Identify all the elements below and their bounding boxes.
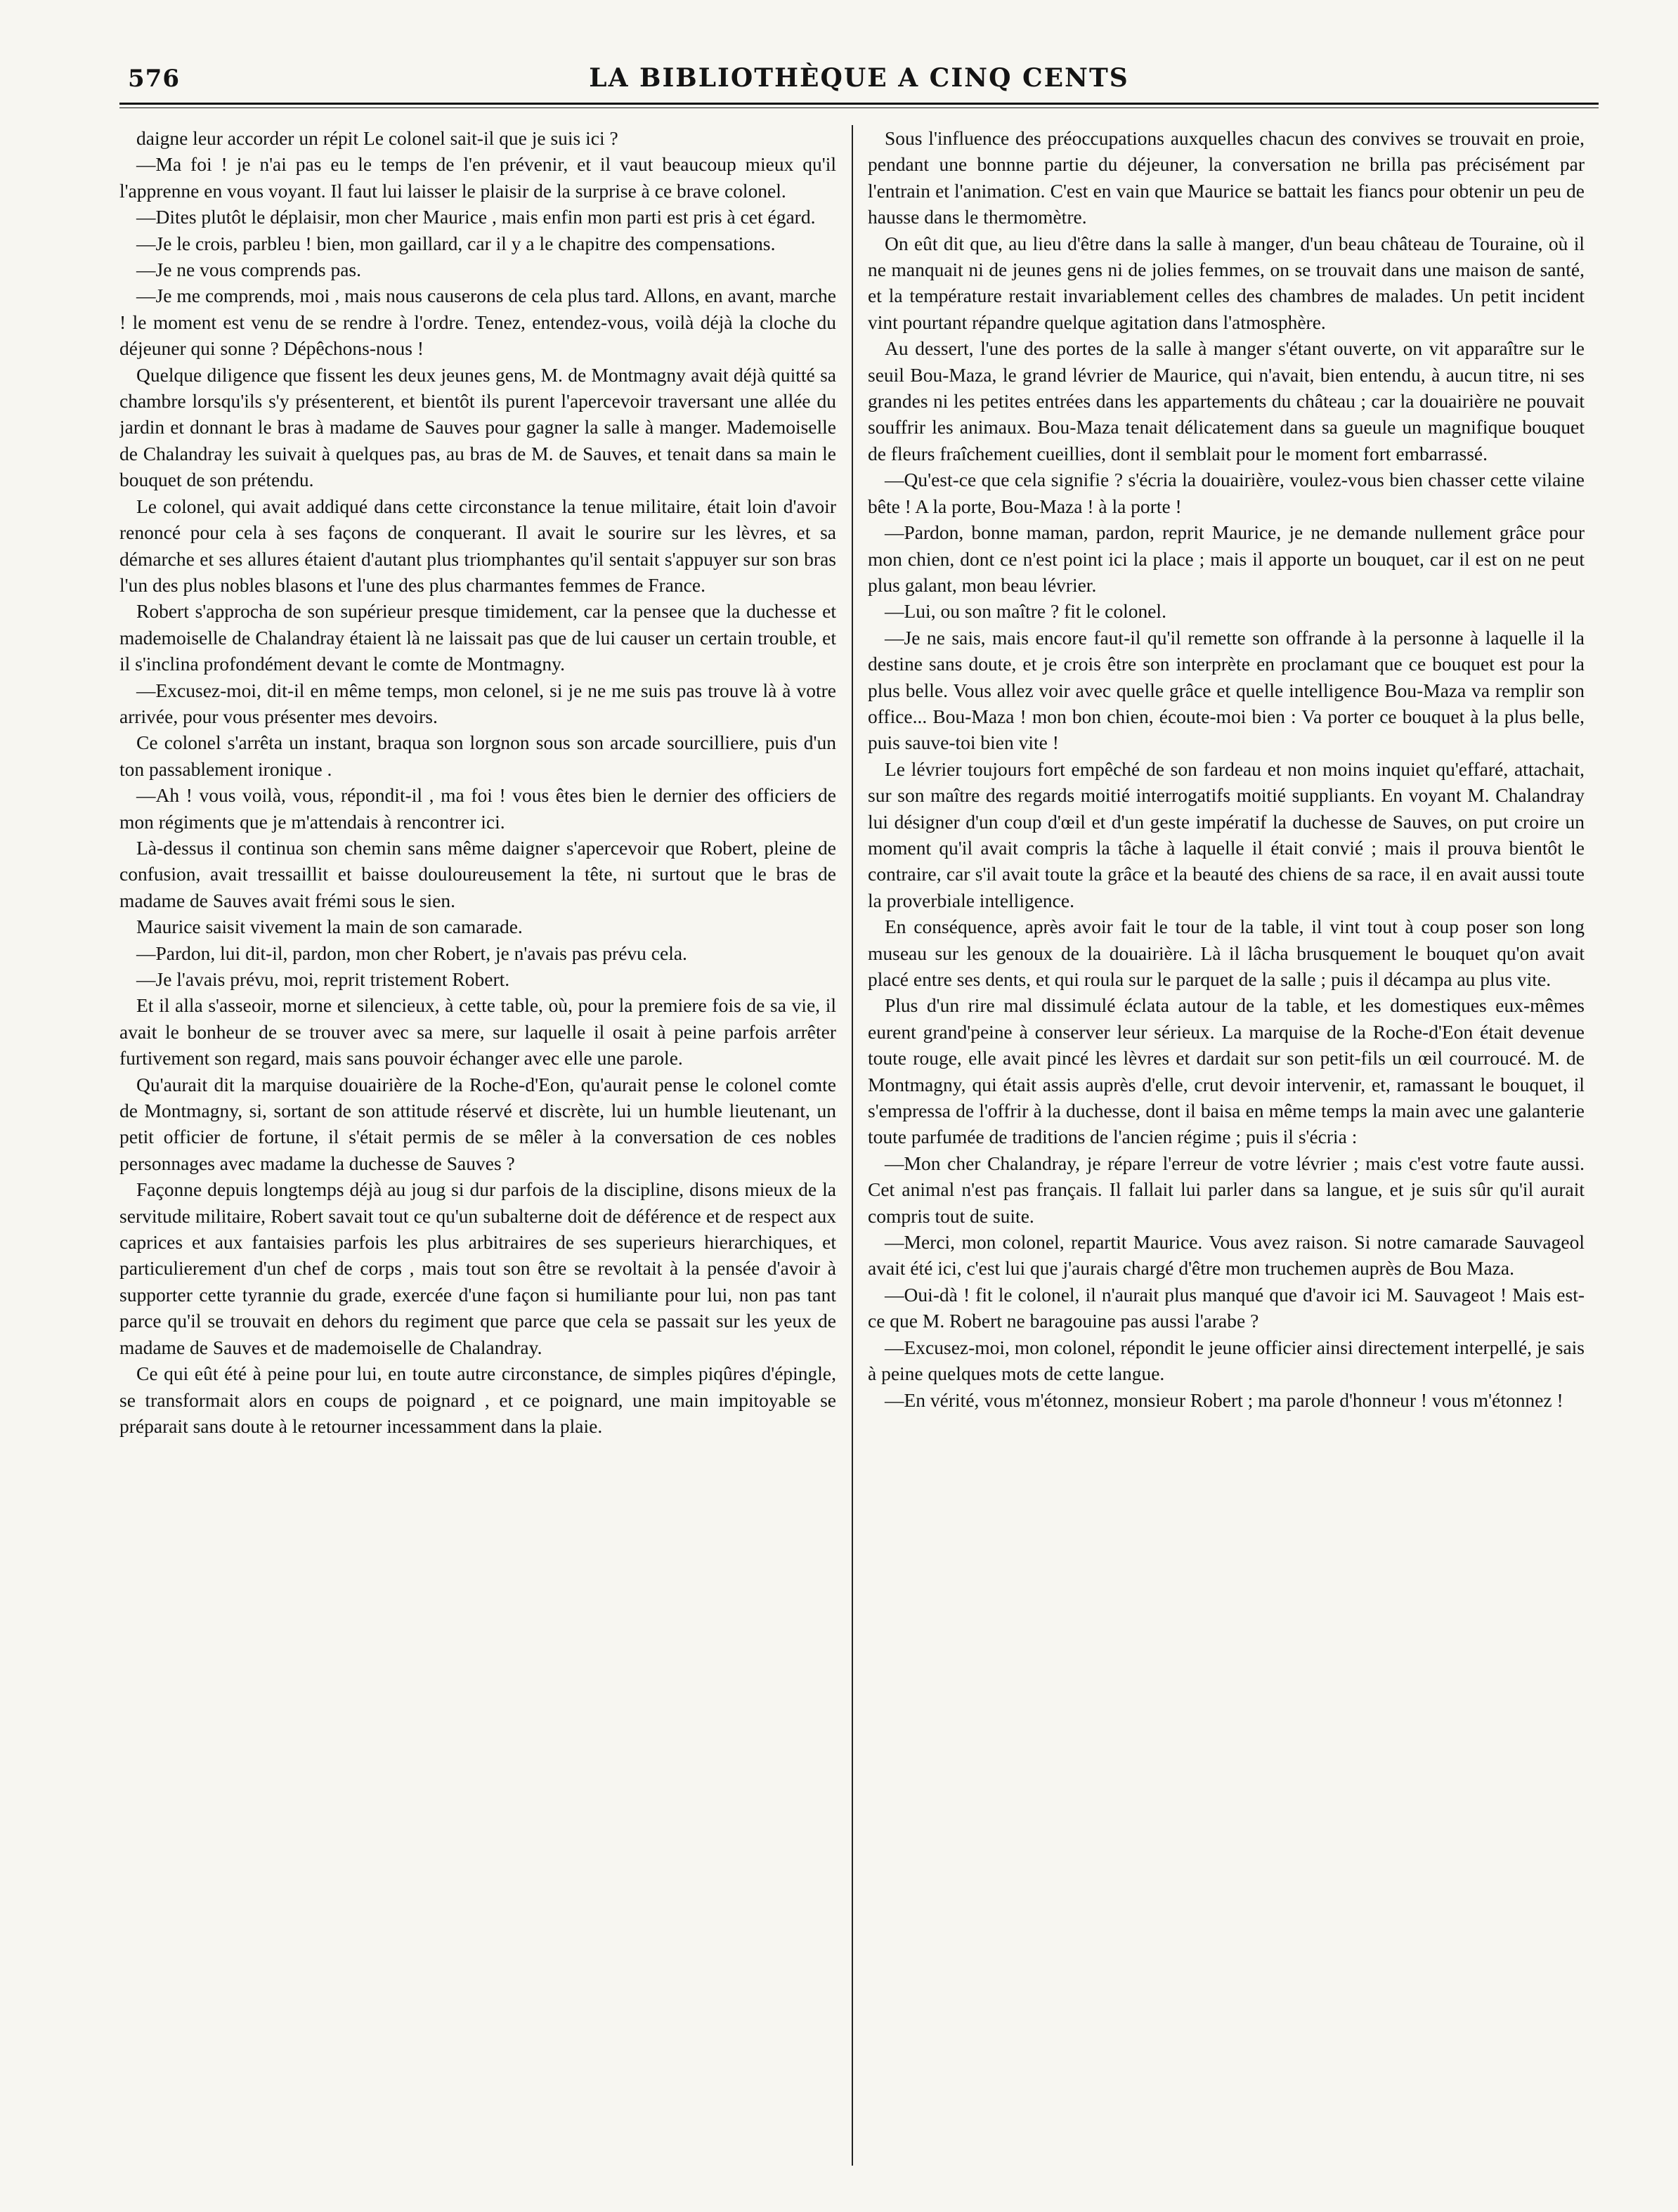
paragraph: Façonne depuis longtemps déjà au joug si dur parfois de la discipline, disons mieux de la servitude militaire, Robert savait tout ce qu'un subalterne doit de déférence et de respect aux caprices et aux fantaisies parfois les plus arbitraires de ses superieurs hierarchiques, et particulierement d'un chef de corps , mais tout son être se revoltait à la pensée d'avoir à supporter cette tyrannie du grade, exercée d'une façon si humiliante pour lui, non pas tant parce qu'il se trouvait en dehors du regiment que parce que cela se passait sur les yeux de madame de Sauves et de mademoiselle de Chalandray. — [119, 1178, 836, 1358]
paragraph: Là-dessus il continua son chemin sans même daigner s'apercevoir que Robert, pleine de confusion, avait tressaillit et baisse douloureusement la tête, ni surtout que le bras de madame de Sauves avait frémi sous le sien. — [119, 836, 836, 911]
left-column — [119, 125, 836, 2187]
paragraph: —Excusez-moi, dit-il en même temps, mon celonel, si je ne me suis pas trouve là à votre arrivée, pour vous présenter mes devoirs. — [119, 679, 836, 727]
paragraph: Quelque diligence que fissent les deux jeunes gens, M. de Montmagny avait déjà quitté sa chambre lorsqu'ils s'y présenterent, et bientôt ils purent l'apercevoir traversant une allée du jardin et donnant le bras à madame de Sauves pour gagner la salle à manger. Mademoiselle de Chalandray les suivait à quelques pas, au bras de M. de Sauves, et tenait dans sa main le bouquet de son prétendu. — [119, 363, 836, 491]
paragraph: —Je le crois, parbleu ! bien, mon gaillard, car il y a le chapitre des compensations. — [136, 232, 776, 254]
paragraph: En conséquence, après avoir fait le tour de la table, il vint tout à coup poser son long museau sur les genoux de la douairière. Là il lâcha brusquement le bouquet qu'on avait placé entre ses dents, et qui roula sur le parquet de la salle ; puis il décampa au plus vite. — [868, 916, 1585, 990]
paragraph: Maurice saisit vivement la main de son camarade. — [136, 916, 523, 938]
paragraph: daigne leur accorder un répit Le colonel sait-il que je suis ici ? — [136, 127, 618, 149]
paragraph: —Je me comprends, moi , mais nous causerons de cela plus tard. Allons, en avant, marche ! le moment est venu de se rendre à l'ordre. Tenez, entendez-vous, voilà déjà la cloche du déjeuner qui sonne ? Dépêchons-nous ! — [119, 285, 836, 360]
running-title: LA BIBLIOTHÈQUE A CINQ CENTS — [589, 63, 1129, 93]
paragraph: —Ah ! vous voilà, vous, répondit-il , ma foi ! vous êtes bien le dernier des officiers de mon régiments que je m'attendais à rencontrer ici. — [119, 784, 836, 833]
paragraph: —Dites plutôt le déplaisir, mon cher Maurice , mais enfin mon parti est pris à cet égard. — [136, 206, 816, 228]
paragraph: —Qu'est-ce que cela signifie ? s'écria la douairière, voulez-vous bien chasser cette vilaine bête ! A la porte, Bou-Maza ! à la porte ! — [868, 469, 1585, 517]
page-header — [119, 58, 1599, 104]
paragraph: —Je l'avais prévu, moi, reprit tristement Robert. — [136, 968, 510, 990]
header-rule — [119, 103, 1599, 105]
text-columns — [119, 125, 1599, 2187]
paragraph: —Je ne sais, mais encore faut-il qu'il remette son offrande à la personne à laquelle il la destine sans doute, et je crois être son interprète en proclamant que ce bouquet est pour la plus belle. Vous allez voir avec quelle grâce et quelle intelligence Bou-Maza va remplir son office... Bou-Maza ! mon bon chien, écoute-moi bien : Va porter ce bouquet à la plus belle, puis sauve-toi bien vite ! — [868, 626, 1585, 754]
paragraph: —Lui, ou son maître ? fit le colonel. — [885, 600, 1166, 623]
paragraph: —Mon cher Chalandray, je répare l'erreur de votre lévrier ; mais c'est votre faute aussi. Cet animal n'est pas français. Il fallait lui parler dans sa langue, et je suis sûr qu'il aurait compris tout de suite. — [868, 1152, 1585, 1227]
paragraph: Ce colonel s'arrêta un instant, braqua son lorgnon sous son arcade sourcilliere, puis d'un ton passablement ironique . — [119, 731, 836, 780]
paragraph: —Pardon, bonne maman, pardon, reprit Maurice, je ne demande nullement grâce pour mon chien, dont ce n'est point ici la place ; mais il apporte un bouquet, car il est on ne peut plus galant, mon beau lévrier. — [868, 521, 1585, 596]
column-divider — [852, 125, 853, 2166]
paragraph: —Excusez-moi, mon colonel, répondit le jeune officier ainsi directement interpellé, je sais à peine quelques mots de cette langue. — [868, 1336, 1585, 1385]
newspaper-page — [119, 58, 1599, 2187]
paragraph: Le colonel, qui avait addiqué dans cette circonstance la tenue militaire, était loin d'avoir renoncé pour cela à ses façons de conquerant. Il avait le sourire sur les lèvres, et sa démarche et ses allures étaient d'autant plus triomphantes qu'il sentait s'appuyer sur son bras l'un des plus nobles blasons et l'une des plus charmantes femmes de France. — [119, 495, 836, 596]
paragraph: —Oui-dà ! fit le colonel, il n'aurait plus manqué que d'avoir ici M. Sauvageot ! Mais est-ce que M. Robert ne baragouine pas aussi l'arabe ? — [868, 1283, 1585, 1332]
paragraph: —Pardon, lui dit-il, pardon, mon cher Robert, je n'avais pas prévu cela. — [136, 942, 687, 964]
paragraph: Sous l'influence des préoccupations auxquelles chacun des convives se trouvait en proie, pendant une bonnne partie du déjeuner, la conversation ne brilla pas précisément par l'entrain et l'animation. C'est en vain que Maurice se battait les fiancs pour obtenir un peu de hausse dans le thermomètre. — [868, 127, 1585, 228]
page-number: 576 — [128, 65, 180, 93]
paragraph: —Merci, mon colonel, repartit Maurice. Vous avez raison. Si notre camarade Sauvageol avait été ici, c'est lui que j'aurais chargé d'être mon truchemen auprès de Bou Maza. — [868, 1231, 1585, 1280]
paragraph: Qu'aurait dit la marquise douairière de la Roche-d'Eon, qu'aurait pense le colonel comte de Montmagny, si, sortant de son attitude réservé et discrète, lui un humble lieutenant, un petit officier de fortune, il s'était permis de se mêler à la conversation de ces nobles personnages avec madame la duchesse de Sauves ? — [119, 1073, 836, 1174]
paragraph: —Je ne vous comprends pas. — [136, 259, 362, 281]
paragraph: —En vérité, vous m'étonnez, monsieur Robert ; ma parole d'honneur ! vous m'étonnez ! — [885, 1388, 1563, 1411]
paragraph: Au dessert, l'une des portes de la salle à manger s'étant ouverte, on vit apparaître sur le seuil Bou-Maza, le grand lévrier de Maurice, qui n'avait, bien entendu, à aucun titre, ni ses grandes ni les petites entrées dans les appartements du château ; car la douairière ne pouvait souffrir les animaux. Bou-Maza tenait délicatement dans sa gueule un magnifique bouquet de fleurs fraîchement cueillies, dont il semblait pour le moment fort embarrassé. — [868, 337, 1585, 464]
paragraph: Et il alla s'asseoir, morne et silencieux, à cette table, où, pour la premiere fois de sa vie, il avait le bonheur de se trouver avec sa mere, sur laquelle il osait à peine parfois arrêter furtivement son regard, mais sans pouvoir échanger avec elle une parole. — [119, 994, 836, 1069]
paragraph: —Ma foi ! je n'ai pas eu le temps de l'en prévenir, et il vaut beaucoup mieux qu'il l'apprenne en vous voyant. Il faut lui laisser le plaisir de la surprise à ce brave colonel. — [119, 153, 836, 202]
paragraph: Ce qui eût été à peine pour lui, en toute autre circonstance, de simples piqûres d'épingle, se transformait alors en coups de poignard , et ce poignard, une main impitoyable se préparait sans doute à le retourner incessamment dans la plaie. — [119, 1362, 836, 1437]
right-column — [868, 125, 1585, 2187]
paragraph: On eût dit que, au lieu d'être dans la salle à manger, d'un beau château de Touraine, où il ne manquait ni de jeunes gens ni de jolies femmes, on se trouvait dans une maison de santé, et la température restait invariablement celles des chambres de malades. Un petit incident vint pourtant répandre quelque agitation dans l'atmosphère. — [868, 232, 1585, 333]
paragraph: Le lévrier toujours fort empêché de son fardeau et non moins inquiet qu'effaré, attachait, sur son maître des regards moitié interrogatifs moitié suppliants. En voyant M. Chalandray lui désigner d'un coup d'œil et d'un geste impératif la duchesse de Sauves, on put croire un moment qu'il avait compris la tâche à laquelle il était convié ; mais il prouva bientôt le contraire, car s'il avait toute la grâce et la beauté des chiens de sa race, il en avait aussi toute la proverbiale intelligence. — [868, 757, 1585, 911]
paragraph: Robert s'approcha de son supérieur presque timidement, car la pensee que la duchesse et mademoiselle de Chalandray étaient là ne laissait pas que de lui causer un certain trouble, et il s'inclina profondément devant le comte de Montmagny. — [119, 600, 836, 675]
paragraph: Plus d'un rire mal dissimulé éclata autour de la table, et les domestiques eux-mêmes eurent grand'peine à conserver leur sérieux. La marquise de la Roche-d'Eon était devenue toute rouge, elle avait pincé les lèvres et dardait sur son petit-fils un œil courroucé. M. de Montmagny, qui était assis auprès d'elle, crut devoir intervenir, et, ramassant le bouquet, il s'empressa de l'offrir à la duchesse, dont il baisa en même temps la main avec une galanterie toute parfumée de traditions de l'ancien régime ; puis il s'écria : — [868, 994, 1585, 1148]
